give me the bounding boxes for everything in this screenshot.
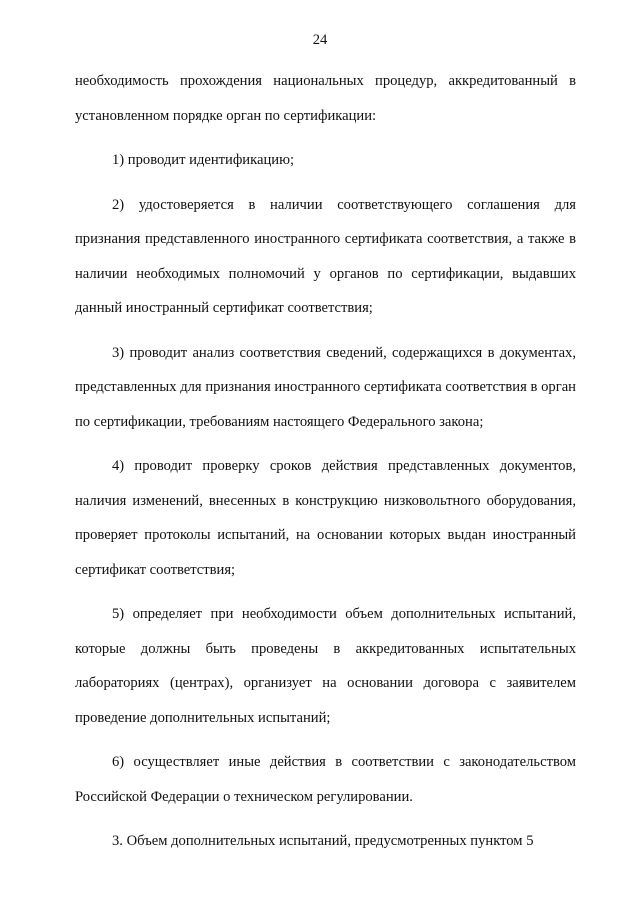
paragraph-continuation: необходимость прохождения национальных процедур, аккредитованный в установленном порядке орган по сертификации: bbox=[75, 73, 576, 124]
paragraph-item-1: 1) проводит идентификацию; bbox=[112, 152, 295, 168]
paragraph-item-3: 3) проводит анализ соответствия сведений, содержащихся в документах, представленных для признания иностранного сертификата соответствия в орган по сертификации, требованиям настоящего Федерального закона; bbox=[75, 344, 576, 430]
paragraph-item-6: 6) осуществляет иные действия в соответствии с законодательством Российской Федерации о техническом регулировании. bbox=[75, 754, 576, 805]
paragraph-item-2: 2) удостоверяется в наличии соответствующего соглашения для признания представленного иностранного сертификата соответствия, а также в наличии необходимых полномочий у органов по сертификации, выдавших данный иностранный сертификат соответствия; bbox=[75, 196, 576, 316]
page-number: 24 bbox=[312, 32, 328, 48]
paragraph-item-5: 5) определяет при необходимости объем дополнительных испытаний, которые должны быть проведены в аккредитованных испытательных лабораториях (центрах), организует на основании договора с заявителем проведение дополнительных испытаний; bbox=[75, 606, 576, 726]
paragraph-section-3: 3. Объем дополнительных испытаний, предусмотренных пунктом 5 bbox=[112, 833, 534, 849]
document-body bbox=[75, 64, 576, 869]
paragraph-item-4: 4) проводит проверку сроков действия представленных документов, наличия изменений, внесенных в конструкцию низковольтного оборудования, проверяет протоколы испытаний, на основании которых выдан иностранный сертификат соответствия; bbox=[75, 458, 576, 578]
